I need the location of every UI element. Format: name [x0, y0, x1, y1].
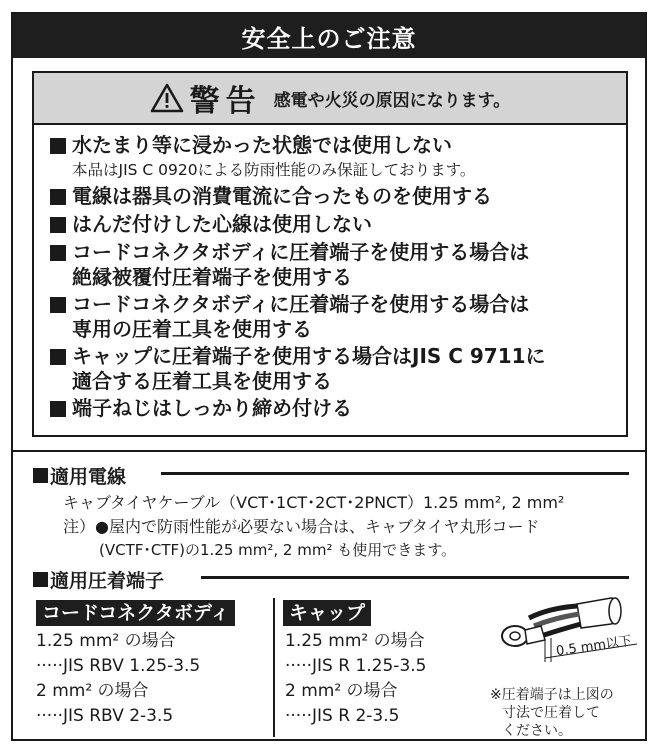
- body-spec: ·····JIS RBV 1.25-3.5: [36, 656, 201, 676]
- heading-square-icon: [33, 468, 48, 483]
- warning-item: 水たまり等に浸かった状態では使用しない: [50, 133, 626, 158]
- cap-label: キャップ: [283, 600, 371, 626]
- cap-spec: ·····JIS R 2-3.5: [285, 706, 400, 726]
- heading-rule: [161, 472, 629, 475]
- body-spec: 2 mm² の場合: [36, 681, 149, 701]
- warning-item-cont: 適合する圧着工具を使用する: [72, 369, 332, 393]
- dimension-label: 0.5 mm以下: [555, 633, 633, 660]
- warning-list: [34, 125, 626, 421]
- warning-item: はんだ付けした心線は使用しない: [50, 212, 626, 237]
- cable-note: 注）●屋内で防雨性能が必要ない場合は、キャブタイヤ丸形コード: [63, 517, 540, 536]
- section-divider: [13, 450, 645, 452]
- connector-body-label: コードコネクタボディ: [36, 600, 235, 626]
- body-spec: ·····JIS RBV 2-3.5: [36, 706, 174, 726]
- warning-header: [34, 73, 626, 125]
- warning-item-cont: 絶縁被覆付圧着端子を使用する: [72, 265, 352, 289]
- cap-spec: ·····JIS R 1.25-3.5: [285, 656, 427, 676]
- warning-item: コードコネクタボディに圧着端子を使用する場合は: [50, 292, 626, 317]
- warning-item-cont: 専用の圧着工具を使用する: [72, 317, 312, 341]
- warning-item: 端子ねじはしっかり締め付ける: [50, 396, 626, 421]
- warning-box: [32, 71, 628, 437]
- cable-types: キャブタイヤケーブル（VCT･1CT･2CT･2PNCT）1.25 mm², 2 mm²: [63, 493, 565, 512]
- column-divider: [273, 598, 275, 737]
- terminal-caption: ※圧着端子は上図の 寸法で圧着して ください。: [490, 687, 614, 739]
- heading-rule: [201, 576, 629, 579]
- heading-square-icon: [33, 572, 48, 587]
- cap-spec: 1.25 mm² の場合: [285, 631, 425, 651]
- cable-heading: 適用電線: [33, 462, 126, 489]
- page-title: 安全上のご注意: [13, 14, 645, 58]
- warning-subtitle: 感電や火災の原因になります。: [273, 90, 511, 111]
- cap-spec: 2 mm² の場合: [285, 681, 398, 701]
- warning-item-note: 本品はJIS C 0920による防雨性能のみ保証しております。: [72, 161, 476, 179]
- warning-word: 警告: [189, 84, 262, 119]
- cable-note-cont: (VCTF･CTF)の1.25 mm², 2 mm² も使用できます。: [99, 541, 457, 559]
- warning-triangle-icon: [150, 83, 184, 113]
- warning-item: コードコネクタボディに圧着端子を使用する場合は: [50, 240, 626, 265]
- warning-item: 電線は器具の消費電流に合ったものを使用する: [50, 184, 626, 209]
- terminal-heading: 適用圧着端子: [33, 566, 164, 593]
- warning-item: キャップに圧着端子を使用する場合はJIS C 9711に: [50, 344, 626, 369]
- body-spec: 1.25 mm² の場合: [36, 631, 176, 651]
- safety-notice-panel: [11, 12, 647, 741]
